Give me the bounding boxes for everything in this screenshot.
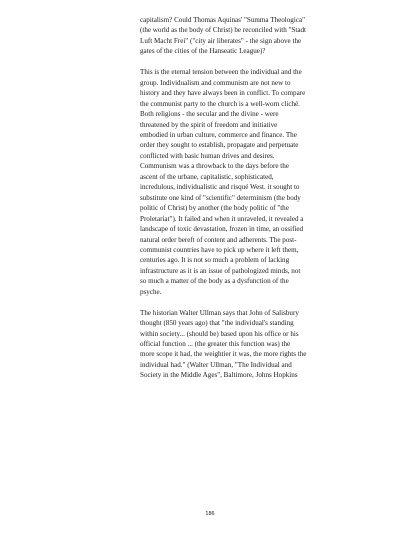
- text-line: substitute one kind of "scientific" determinism (the body: [140, 193, 301, 202]
- text-line: Society in the Middle Ages", Baltimore, Johns Hopkins: [140, 371, 298, 380]
- text-line: order they sought to establish, propagate and perpetuate: [140, 141, 299, 150]
- text-line: history and they have always been in conflict. To compare: [140, 89, 306, 98]
- text-line: gates of the cities of the Hanseatic League)?: [140, 47, 266, 56]
- page-number: 186: [205, 511, 215, 517]
- text-line: politic of Christ) by another (the body politic of "the: [140, 204, 289, 213]
- text-line: thought (850 years ago) that "the individual's standing: [140, 319, 294, 328]
- text-line: This is the eternal tension between the individual and the: [140, 68, 302, 77]
- text-line: (the world as the body of Christ) be reconciled with "Stadt: [140, 26, 307, 35]
- text-line: so much a matter of the body as a dysfunction of the: [140, 277, 289, 286]
- text-line: centuries ago. It is not so much a problem of lacking: [140, 256, 290, 265]
- text-line: the communist party to the church is a well-worn cliché.: [140, 99, 300, 108]
- text-line: landscape of toxic devastation, frozen in time, an ossified: [140, 225, 304, 234]
- text-line: Both religions - the secular and the divine - were: [140, 110, 279, 119]
- text-line: ascent of the urbane, capitalistic, sophisticated,: [140, 172, 274, 181]
- text-line: communist countries have to pick up where it left them,: [140, 245, 299, 254]
- text-line: threatened by the spirit of freedom and initiative: [140, 120, 278, 129]
- text-line: psyche.: [140, 287, 162, 296]
- text-line: official function ... (the greater this function was) the: [140, 340, 291, 349]
- text-line: Proletariat"). It failed and when it unraveled, it revealed a: [140, 214, 304, 223]
- text-line: Communism was a throwback to the days before the: [140, 162, 289, 171]
- text-line: The historian Walter Ullman says that John of Salisbury: [140, 308, 299, 317]
- text-line: group. Individualism and communism are not new to: [140, 78, 291, 87]
- text-line: embodied in urban culture, commerce and finance. The: [140, 130, 297, 139]
- text-line: individual had." (Walter Ullman, "The Individual and: [140, 360, 292, 369]
- paragraph: [140, 15, 316, 57]
- text-line: within society... (should be) based upon his office or his: [140, 329, 299, 338]
- text-line: infrastructure as it is an issue of pathologized minds, not: [140, 266, 301, 275]
- text-line: natural order bereft of content and adherents. The post-: [140, 235, 297, 244]
- text-line: more scope it had, the weightier it was, the more rights the: [140, 350, 307, 359]
- text-line: incredulous, individualistic and risqué West. it sought to: [140, 183, 300, 192]
- paragraph: [140, 308, 316, 381]
- text-line: Luft Macht Frei" ("city air liberates" - the sign above the: [140, 36, 302, 45]
- paragraph: [140, 67, 316, 297]
- body-text: [140, 15, 316, 391]
- text-line: conflicted with basic human drives and desires.: [140, 151, 275, 160]
- text-line: capitalism? Could Thomas Aquinas' "Summa Theologica": [140, 16, 306, 24]
